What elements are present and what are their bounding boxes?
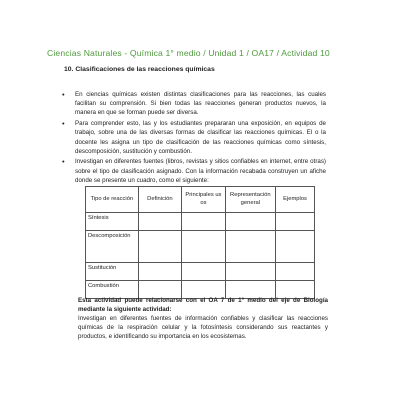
- bullet-item: • En ciencias químicas existen distintas clasificaciones para las reacciones, las cuales facilitan su comprensión. Si bien todas las reacciones generan productos nuevos, la manera en que se forman puede ser diversa.: [62, 90, 326, 118]
- section-title: 10. Clasificaciones de las reacciones químicas: [64, 66, 215, 73]
- table-cell: [225, 263, 275, 281]
- table-cell: [182, 231, 226, 263]
- table-cell: [138, 213, 182, 231]
- table-cell: [225, 281, 275, 299]
- table-header-row: [86, 187, 315, 213]
- table-row: [86, 263, 315, 281]
- table-cell: [276, 263, 315, 281]
- column-header: Tipo de reacción: [86, 187, 139, 213]
- bullet-list: [62, 90, 326, 187]
- bullet-item: • Investigan en diferentes fuentes (libros, revistas y sitios confiables en internet, entre otras) sobre el tipo de clasificación asignado. Con la información recabada construyen un afiche donde se presente un cuadro, como el siguiente:: [62, 157, 326, 185]
- classification-table: [85, 186, 315, 299]
- row-label: Síntesis: [86, 213, 139, 231]
- table-cell: [276, 281, 315, 299]
- table-cell: [225, 231, 275, 263]
- table-cell: [276, 231, 315, 263]
- table-row: [86, 281, 315, 299]
- table-cell: [276, 213, 315, 231]
- column-header: Principales usos: [182, 187, 226, 213]
- row-label: Sustitución: [86, 263, 139, 281]
- table-row: [86, 213, 315, 231]
- table-cell: [225, 213, 275, 231]
- column-header: Definición: [138, 187, 182, 213]
- row-label: Descomposición: [86, 231, 139, 263]
- table-cell: [182, 213, 226, 231]
- table-cell: [138, 231, 182, 263]
- column-header: Representación general: [225, 187, 275, 213]
- table-cell: [138, 263, 182, 281]
- table-row: [86, 231, 315, 263]
- table-cell: [182, 281, 226, 299]
- related-activity-note: [78, 297, 328, 342]
- row-label: Combustión: [86, 281, 139, 299]
- table-cell: [138, 281, 182, 299]
- column-header: Ejemplos: [276, 187, 315, 213]
- bullet-item: • Para comprender esto, las y los estudiantes prepararan una exposición, en equipos de trabajo, sobre una de las diversas formas de clasificar las reacciones químicas. El o la docente les asigna un tipo de clasificación de las reacciones químicas como síntesis, descomposición, sustitución y combustión.: [62, 119, 326, 156]
- note-heading: Esta actividad puede relacionarse con el OA 7 de 1° medio del eje de Biología mediante la siguiente actividad:: [78, 297, 328, 313]
- table-cell: [182, 263, 226, 281]
- page-header: Ciencias Naturales - Química 1° medio / Unidad 1 / OA17 / Actividad 10: [47, 48, 330, 58]
- note-text: Investigan en diferentes fuentes de información confiables y clasificar las reacciones químicas de la respiración celular y la fotosíntesis considerando sus reactantes y productos, e identificando su importancia en los ecosistemas.: [78, 314, 328, 340]
